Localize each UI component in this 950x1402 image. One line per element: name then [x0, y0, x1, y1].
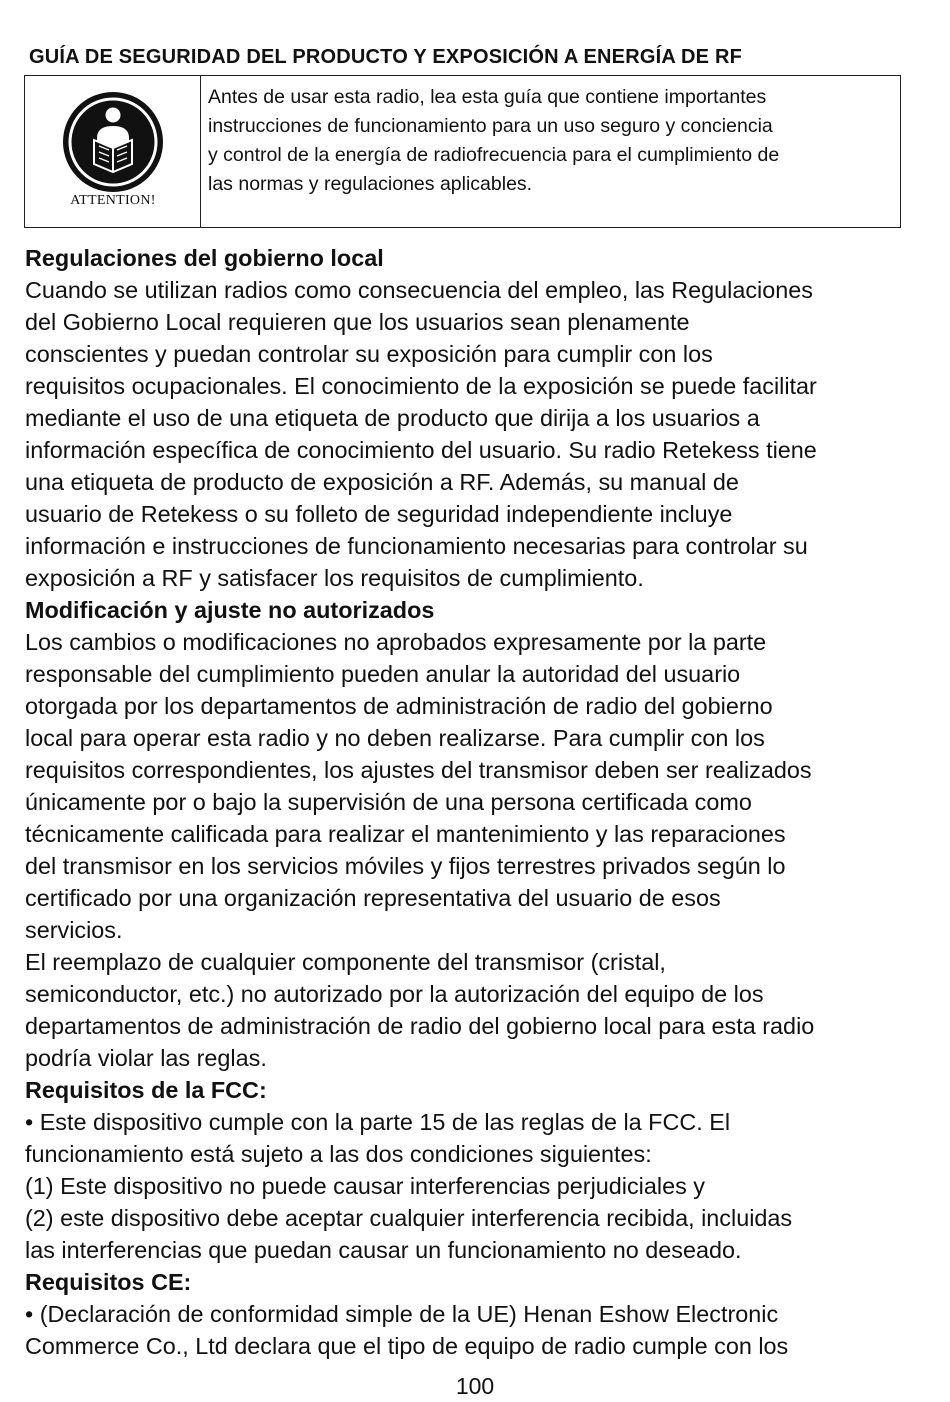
attention-icon-cell — [25, 76, 201, 227]
body-line: • Este dispositivo cumple con la parte 15 de las reglas de la FCC. El — [25, 1109, 731, 1135]
body-line: mediante el uso de una etiqueta de producto que dirija a los usuarios a — [25, 405, 760, 431]
body-line: exposición a RF y satisfacer los requisitos de cumplimiento. — [25, 565, 644, 591]
body-line: El reemplazo de cualquier componente del transmisor (cristal, — [25, 949, 666, 975]
attention-notice-box — [24, 75, 901, 228]
body-line: otorgada por los departamentos de administración de radio del gobierno — [25, 693, 773, 719]
notice-text: Antes de usar esta radio, lea esta guía que contiene importantes instrucciones de funcionamiento para un uso seguro y conciencia y control de la energía de radiofrecuencia para el cumplimiento de las normas y regulaciones aplicables. — [208, 86, 780, 195]
body-line: certificado por una organización representativa del usuario de esos — [25, 885, 721, 911]
body-line: Commerce Co., Ltd declara que el tipo de equipo de radio cumple con los — [25, 1333, 789, 1359]
body-line: requisitos ocupacionales. El conocimiento de la exposición se puede facilitar — [25, 373, 817, 399]
body-line: usuario de Retekess o su folleto de seguridad independiente incluye — [25, 501, 733, 527]
body-line: • (Declaración de conformidad simple de la UE) Henan Eshow Electronic — [25, 1301, 779, 1327]
section-heading: Requisitos de la FCC: — [25, 1077, 267, 1103]
body-line: una etiqueta de producto de exposición a RF. Además, su manual de — [25, 469, 739, 495]
page-title: GUÍA DE SEGURIDAD DEL PRODUCTO Y EXPOSICIÓN A ENERGÍA DE RF — [29, 46, 743, 68]
body-line: del transmisor en los servicios móviles y fijos terrestres privados según lo — [25, 853, 786, 879]
section-heading: Modificación y ajuste no autorizados — [25, 597, 435, 623]
body-line: podría violar las reglas. — [25, 1045, 267, 1071]
body-line: departamentos de administración de radio del gobierno local para esta radio — [25, 1013, 815, 1039]
body-line: funcionamiento está sujeto a las dos condiciones siguientes: — [25, 1141, 652, 1167]
page-number: 100 — [455, 1373, 495, 1399]
section-heading: Requisitos CE: — [25, 1269, 192, 1295]
body-line: servicios. — [25, 917, 123, 943]
body-line: semiconductor, etc.) no autorizado por la autorización del equipo de los — [25, 981, 764, 1007]
body-line: (2) este dispositivo debe aceptar cualquier interferencia recibida, incluidas — [25, 1205, 793, 1231]
body-line: del Gobierno Local requieren que los usuarios sean plenamente — [25, 309, 690, 335]
body-line: Cuando se utilizan radios como consecuencia del empleo, las Regulaciones — [25, 277, 813, 303]
body-line: requisitos correspondientes, los ajustes del transmisor deben ser realizados — [25, 757, 812, 783]
body-line: técnicamente calificada para realizar el mantenimiento y las reparaciones — [25, 821, 786, 847]
body-line: Los cambios o modificaciones no aprobados expresamente por la parte — [25, 629, 767, 655]
body-line: únicamente por o bajo la supervisión de una persona certificada como — [25, 789, 752, 815]
body-text — [25, 242, 935, 1362]
body-line: conscientes y puedan controlar su exposición para cumplir con los — [25, 341, 713, 367]
body-line: (1) Este dispositivo no puede causar interferencias perjudiciales y — [25, 1173, 705, 1199]
read-manual-icon — [61, 90, 165, 194]
body-line: las interferencias que puedan causar un funcionamiento no deseado. — [25, 1237, 742, 1263]
body-line: información e instrucciones de funcionamiento necesarias para controlar su — [25, 533, 808, 559]
body-line: responsable del cumplimiento pueden anular la autoridad del usuario — [25, 661, 741, 687]
body-line: información específica de conocimiento del usuario. Su radio Retekess tiene — [25, 437, 817, 463]
attention-label: ATTENTION! — [70, 193, 156, 208]
body-line: local para operar esta radio y no deben realizarse. Para cumplir con los — [25, 725, 765, 751]
section-heading: Regulaciones del gobierno local — [25, 245, 384, 271]
